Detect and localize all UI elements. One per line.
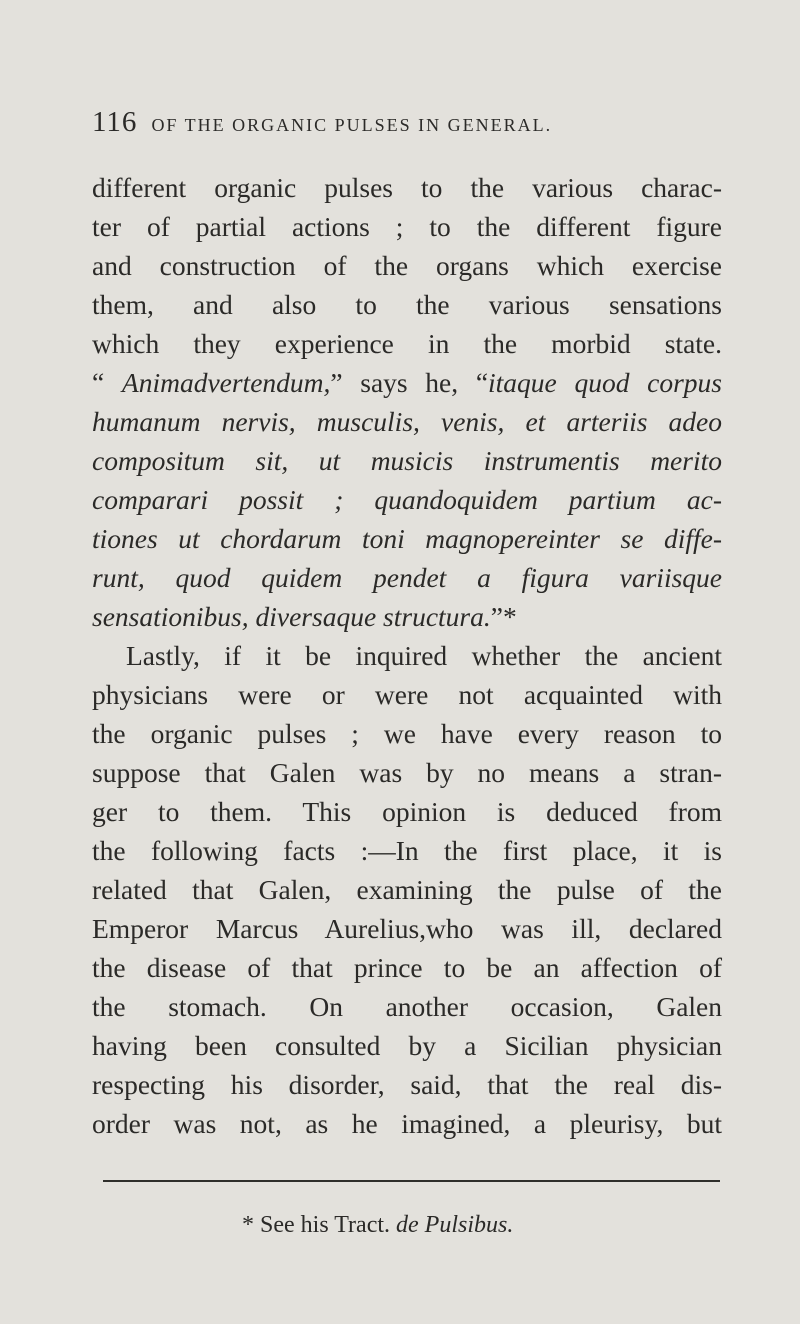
text-line: respecting his disorder, said, that the real dis- bbox=[92, 1069, 722, 1100]
page-number: 116 bbox=[92, 106, 138, 138]
text-line: Emperor Marcus Aurelius,who was ill, declared bbox=[92, 913, 722, 944]
text-line: related that Galen, examining the pulse of the bbox=[92, 874, 722, 905]
paragraph-start: Lastly, if it be inquired whether the ancient bbox=[126, 640, 722, 671]
text-line: the organic pulses ; we have every reason to bbox=[92, 718, 722, 749]
footnote-text: See his Tract. bbox=[254, 1212, 397, 1238]
body-text bbox=[92, 168, 722, 1143]
text-line: the disease of that prince to be an affection of bbox=[92, 952, 722, 983]
quote-open: “ bbox=[92, 367, 122, 398]
text-line: the stomach. On another occasion, Galen bbox=[92, 991, 722, 1022]
text-line: them, and also to the various sensations bbox=[92, 289, 722, 320]
text-line: ger to them. This opinion is deduced from bbox=[92, 796, 722, 827]
text-line bbox=[92, 597, 722, 636]
text-line: suppose that Galen was by no means a stran- bbox=[92, 757, 722, 788]
footnote-divider bbox=[103, 1180, 720, 1182]
latin-quote-line: runt, quod quidem pendet a figura variisque bbox=[92, 562, 722, 593]
attribution: ” says he, “ bbox=[330, 367, 489, 398]
latin-quote-start: Animadvertendum, bbox=[121, 367, 331, 398]
footnote bbox=[242, 1208, 722, 1242]
running-title: OF THE ORGANIC PULSES IN GENERAL. bbox=[151, 115, 553, 135]
text-line: different organic pulses to the various charac- bbox=[92, 172, 722, 203]
footnote-title: de Pulsibus. bbox=[396, 1212, 514, 1238]
page-header bbox=[92, 106, 722, 146]
latin-quote-continued: itaque quod corpus bbox=[488, 367, 722, 398]
latin-quote-line: tiones ut chordarum toni magnopereinter se diffe- bbox=[92, 523, 722, 554]
text-line: which they experience in the morbid state. bbox=[92, 328, 722, 359]
footnote-reference: ”* bbox=[490, 601, 517, 632]
text-line: order was not, as he imagined, a pleurisy, but bbox=[92, 1108, 722, 1139]
text-line: having been consulted by a Sicilian physician bbox=[92, 1030, 722, 1061]
text-line: and construction of the organs which exercise bbox=[92, 250, 722, 281]
text-line: the following facts :—In the first place, it is bbox=[92, 835, 722, 866]
text-line: physicians were or were not acquainted with bbox=[92, 679, 722, 710]
latin-quote-line: comparari possit ; quandoquidem partium ac- bbox=[92, 484, 722, 515]
text-line: ter of partial actions ; to the different figure bbox=[92, 211, 722, 242]
text-line bbox=[92, 363, 722, 402]
latin-quote-line: compositum sit, ut musicis instrumentis merito bbox=[92, 445, 722, 476]
footnote-marker: * bbox=[242, 1212, 254, 1238]
latin-quote-end: sensationibus, diversaque structura. bbox=[92, 601, 491, 632]
latin-quote-line: humanum nervis, musculis, venis, et arteriis adeo bbox=[92, 406, 722, 437]
